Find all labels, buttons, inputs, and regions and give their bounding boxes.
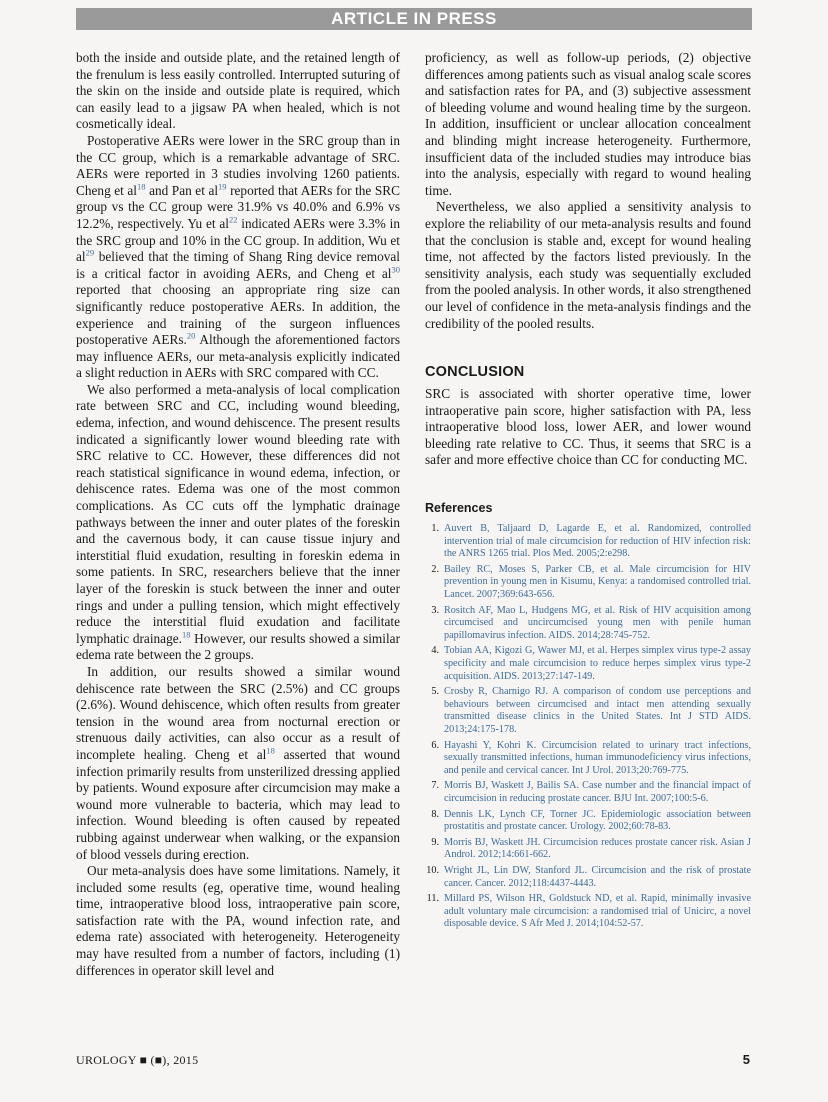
reference-item[interactable] xyxy=(425,605,751,643)
reference-text[interactable]: Morris BJ, Waskett J, Bailis SA. Case number and the financial impact of circumcision in reducing prostate cancer. BJU Int. 2007;100:5-6. xyxy=(444,780,751,804)
reference-number: 5. xyxy=(431,686,439,698)
body-paragraph: proficiency, as well as follow-up periods, (2) objective differences among patients such as visual analog scale scores and satisfaction rates for PA, and (3) subjective assessment of bleeding volume and wound healing time by the surgeon. In addition, insufficient or unclear allocation concealment and blinding might increase heterogeneity. Furthermore, insufficient data of the included studies may introduce bias into the analysis, especially with regard to wound healing time. xyxy=(425,50,751,198)
reference-text[interactable]: Crosby R, Charnigo RJ. A comparison of condom use perceptions and behaviours between circumcised and intact men attending sexually transmitted disease clinics in the United States. Int J STD AIDS. 2013;24:175-178. xyxy=(444,686,751,735)
article-in-press-banner: ARTICLE IN PRESS xyxy=(76,8,752,30)
text-run: asserted that wound infection primarily results from unsterilized dressing applied by patients. Wound exposure after circumcision may make a wound more vulnerable to bacteria, which may lead to infection. Wound bleeding is often caused by repeated rubbing against underwear when walking, or the expansion of blood vessels during erection. xyxy=(76,746,400,862)
citation-link[interactable]: 30 xyxy=(391,264,400,275)
references-heading: References xyxy=(425,501,493,516)
text-run: We also performed a meta-analysis of local complication rate between SRC and CC, including wound bleeding, edema, infection, and wound dehiscence. The present results indicated a significantly lower wound bleeding rate with SRC relative to CC. However, these differences did not reach statistical significance in wound edema, infection, or dehiscence rates. Edema was one of the most common complications. As CC cuts off the lymphatic drainage pathways between the inner and outer plates of the foreskin and the cavernous body, it can cause tissue injury and interstitial fluid exudation, resulting in foreskin edema in some patients. In SRC, researchers believe that the inner layer of the foreskin is stuck between the inner and outer rings and under a pulling tension, which might effectively reduce the interstitial fluid exudation and facilitate lymphatic drainage. xyxy=(76,381,400,646)
text-run: reported that choosing an appropriate ring size can significantly reduce postoperative AERs. In addition, the experience and training of the surgeon influences postoperative AERs. xyxy=(76,282,400,348)
citation-link[interactable]: 18 xyxy=(266,745,275,756)
reference-number: 9. xyxy=(431,836,439,848)
text-run: reported that AERs for the SRC group vs the CC group were 31.9% vs 40.0% and 6.9% vs 12.2%, respectively. Yu et al xyxy=(76,182,400,231)
body-paragraph: Our meta-analysis does have some limitations. Namely, it included some results (eg, operative time, wound healing time, intraoperative blood loss, intraoperative pain score, satisfaction rate with the PA, wound infection rate, and edema rate) associated with heterogeneity. Heterogeneity may have resulted from a number of factors, including (1) differences in operator skill level and xyxy=(76,863,400,978)
citation-link[interactable]: 18 xyxy=(137,181,146,192)
body-paragraph xyxy=(76,382,400,664)
reference-text[interactable]: Auvert B, Taljaard D, Lagarde E, et al. Randomized, controlled intervention trial of male circumcision for reduction of HIV infection risk: the ANRS 1265 trial. Plos Med. 2005;2:e298. xyxy=(444,523,751,560)
reference-text[interactable]: Tobian AA, Kigozi G, Wawer MJ, et al. Herpes simplex virus type-2 assay specificity and male circumcision to reduce herpes simplex virus type-2 acquisition. AIDS. 2013;27:147-149. xyxy=(444,645,751,682)
conclusion-paragraph: SRC is associated with shorter operative time, lower intraoperative pain score, higher satisfaction with PA, less intraoperative blood loss, lower AER, and lower wound bleeding rate relative to CC. Thus, it seems that SRC is a safer and more effective choice than CC for conducting MC. xyxy=(425,386,751,468)
reference-text[interactable]: Rositch AF, Mao L, Hudgens MG, et al. Risk of HIV acquisition among circumcised and uncircumcised young men with penile human papillomavirus infection. AIDS. 2014;28:745-752. xyxy=(444,604,751,641)
reference-item[interactable] xyxy=(425,523,751,561)
text-run: In addition, our results showed a similar wound dehiscence rate between the SRC (2.5%) and CC groups (2.6%). Wound dehiscence, which often results from greater tension in the wound area from nocturnal erection or strenuous daily activities, can also occur as a result of incomplete healing. Cheng et al xyxy=(76,663,400,762)
reference-item[interactable] xyxy=(425,893,751,931)
reference-item[interactable] xyxy=(425,740,751,778)
reference-number: 4. xyxy=(431,645,439,657)
reference-number: 6. xyxy=(431,739,439,751)
references-list xyxy=(425,523,751,931)
text-run: indicated AERs were 3.3% in the SRC group and 10% in the CC group. In addition, Wu et al xyxy=(76,215,400,265)
reference-number: 10. xyxy=(426,864,439,876)
reference-number: 11. xyxy=(426,893,439,905)
citation-link[interactable]: 18 xyxy=(181,629,191,640)
text-run: and Pan et al xyxy=(145,182,219,198)
text-run: believed that the timing of Shang Ring device removal is a critical factor in avoiding AERs, and Cheng et al xyxy=(76,249,400,281)
text-run: Postoperative AERs were lower in the SRC group than in the CC group, which is a remarkable advantage of SRC. AERs were reported in 3 studies involving 1260 patients. Cheng et al xyxy=(76,132,400,198)
right-column xyxy=(425,50,751,934)
reference-item[interactable] xyxy=(425,686,751,736)
reference-number: 1. xyxy=(431,523,439,535)
reference-number: 3. xyxy=(431,604,439,616)
reference-item[interactable] xyxy=(425,865,751,890)
reference-item[interactable] xyxy=(425,809,751,834)
reference-text[interactable]: Hayashi Y, Kohri K. Circumcision related to urinary tract infections, sexually transmitted infections, human immunodeficiency virus infections, and penile and cervical cancer. Int J Urol. 2013;20:769-775. xyxy=(444,739,751,776)
reference-item[interactable] xyxy=(425,780,751,805)
conclusion-heading: CONCLUSION xyxy=(425,364,525,381)
reference-text[interactable]: Dennis LK, Lynch CF, Torner JC. Epidemiologic association between prostatitis and prostate cancer. Urology. 2002;60:78-83. xyxy=(444,808,751,833)
reference-item[interactable] xyxy=(425,837,751,862)
body-paragraph: both the inside and outside plate, and the retained length of the frenulum is less easily controlled. Interrupted suturing of the skin on the inside and outside plate is required, which can easily lead to a jigsaw PA when healed, which is not cosmetically ideal. xyxy=(76,50,400,132)
citation-link[interactable]: 19 xyxy=(218,181,227,192)
reference-number: 2. xyxy=(431,563,439,575)
body-paragraph: Nevertheless, we also applied a sensitivity analysis to explore the reliability of our meta-analysis results and found that the conclusion is stable and, except for wound healing time, not affected by the factors listed previously. In the sensitivity analysis, each study was sequentially excluded from the pooled analysis. In other words, it also strengthened our level of confidence in the meta-analysis findings and the credibility of the pooled results. xyxy=(425,199,751,331)
left-column xyxy=(76,50,400,979)
citation-link[interactable]: 22 xyxy=(228,214,238,225)
reference-number: 7. xyxy=(431,780,439,792)
body-paragraph xyxy=(76,664,400,863)
text-run: Although the aforementioned factors may influence AERs, our meta-analysis explicitly indicated a slight reduction in AERs with SRC compared with CC. xyxy=(76,332,400,381)
citation-link[interactable]: 29 xyxy=(85,247,95,258)
citation-link[interactable]: 20 xyxy=(186,330,196,341)
reference-item[interactable] xyxy=(425,564,751,602)
reference-number: 8. xyxy=(431,808,439,820)
reference-text[interactable]: Morris BJ, Waskett JH. Circumcision reduces prostate cancer risk. Asian J Androl. 2012;14:661-662. xyxy=(444,836,751,861)
body-paragraph xyxy=(76,133,400,382)
reference-text[interactable]: Millard PS, Wilson HR, Goldstuck ND, et al. Rapid, minimally invasive adult voluntary male circumcision: a randomised trial of Unicirc, a novel disposable device. S Afr Med J. 2014;104:52-57. xyxy=(444,893,751,930)
journal-footer: UROLOGY ■ (■), 2015 xyxy=(76,1053,199,1067)
reference-text[interactable]: Bailey RC, Moses S, Parker CB, et al. Male circumcision for HIV prevention in young men in Kisumu, Kenya: a randomised controlled trial. Lancet. 2007;369:643-656. xyxy=(444,563,751,601)
reference-item[interactable] xyxy=(425,645,751,683)
page-number: 5 xyxy=(742,1052,750,1067)
text-run: However, our results showed a similar edema rate between the 2 groups. xyxy=(76,630,400,663)
reference-text[interactable]: Wright JL, Lin DW, Stanford JL. Circumcision and the risk of prostate cancer. Cancer. 2012;118:4437-4443. xyxy=(444,864,751,889)
